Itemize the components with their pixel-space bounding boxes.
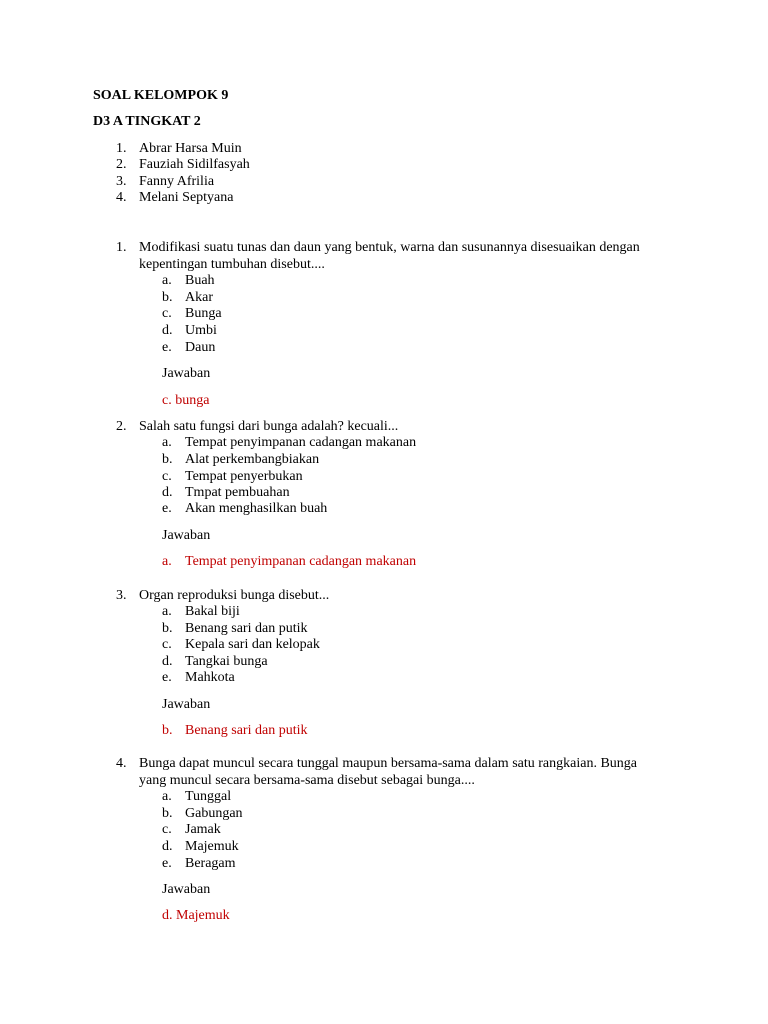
class-label: D3 A TINGKAT 2 — [93, 114, 201, 129]
option-letter: e. — [162, 340, 172, 355]
option-text: Tmpat pembuahan — [185, 485, 290, 500]
option-letter: a. — [162, 273, 172, 288]
answer-value: Benang sari dan putik — [185, 723, 308, 738]
option-text: Bakal biji — [185, 604, 240, 619]
question-number: 3. — [116, 588, 127, 603]
question-line: Organ reproduksi bunga disebut... — [139, 588, 330, 603]
option-letter: a. — [162, 789, 172, 804]
answer-label: Jawaban — [162, 366, 211, 381]
option-letter: c. — [162, 822, 172, 837]
option-text: Akan menghasilkan buah — [185, 501, 328, 516]
answer-label: Jawaban — [162, 528, 211, 543]
question-number: 2. — [116, 419, 127, 434]
question-line: Bunga dapat muncul secara tunggal maupun bersama-sama dalam satu rangkaian. Bunga — [139, 756, 637, 771]
member-name: Fanny Afrilia — [139, 174, 215, 189]
option-letter: b. — [162, 806, 173, 821]
document-title: SOAL KELOMPOK 9 — [93, 88, 229, 103]
option-letter: b. — [162, 290, 173, 305]
member-number: 3. — [116, 174, 127, 189]
answer-label: Jawaban — [162, 697, 211, 712]
answer-letter: a. — [162, 554, 172, 569]
answer-value: Tempat penyimpanan cadangan makanan — [185, 554, 417, 569]
option-text: Akar — [185, 290, 213, 305]
option-letter: d. — [162, 323, 173, 338]
option-letter: a. — [162, 604, 172, 619]
option-text: Bunga — [185, 306, 222, 321]
question-number: 1. — [116, 240, 127, 255]
question-line: Salah satu fungsi dari bunga adalah? kecuali... — [139, 419, 399, 434]
option-text: Buah — [185, 273, 215, 288]
option-letter: e. — [162, 856, 172, 871]
member-number: 1. — [116, 141, 127, 156]
option-letter: c. — [162, 306, 172, 321]
option-text: Tempat penyerbukan — [185, 469, 303, 484]
question-number: 4. — [116, 756, 127, 771]
option-text: Majemuk — [185, 839, 239, 854]
option-letter: d. — [162, 654, 173, 669]
option-text: Tunggal — [185, 789, 232, 804]
option-text: Benang sari dan putik — [185, 621, 308, 636]
option-letter: d. — [162, 839, 173, 854]
option-letter: d. — [162, 485, 173, 500]
member-number: 2. — [116, 157, 127, 172]
answer-label: Jawaban — [162, 882, 211, 897]
answer-text: d. Majemuk — [162, 908, 230, 923]
option-text: Jamak — [185, 822, 221, 837]
answer-text: c. bunga — [162, 393, 210, 408]
option-text: Tempat penyimpanan cadangan makanan — [185, 435, 417, 450]
member-name: Abrar Harsa Muin — [139, 141, 242, 156]
option-text: Beragam — [185, 856, 236, 871]
option-text: Daun — [185, 340, 216, 355]
member-number: 4. — [116, 190, 127, 205]
question-line: Modifikasi suatu tunas dan daun yang bentuk, warna dan susunannya disesuaikan dengan — [139, 240, 640, 255]
option-text: Tangkai bunga — [185, 654, 268, 669]
option-letter: b. — [162, 452, 173, 467]
question-line: kepentingan tumbuhan disebut.... — [139, 257, 325, 272]
option-letter: c. — [162, 469, 172, 484]
question-line: yang muncul secara bersama-sama disebut sebagai bunga.... — [139, 773, 475, 788]
member-name: Fauziah Sidilfasyah — [139, 157, 250, 172]
option-letter: a. — [162, 435, 172, 450]
option-letter: e. — [162, 501, 172, 516]
option-text: Mahkota — [185, 670, 235, 685]
option-letter: c. — [162, 637, 172, 652]
option-text: Gabungan — [185, 806, 243, 821]
option-text: Alat perkembangbiakan — [185, 452, 320, 467]
option-letter: e. — [162, 670, 172, 685]
answer-letter: b. — [162, 723, 173, 738]
option-text: Kepala sari dan kelopak — [185, 637, 320, 652]
option-text: Umbi — [185, 323, 217, 338]
member-name: Melani Septyana — [139, 190, 234, 205]
option-letter: b. — [162, 621, 173, 636]
